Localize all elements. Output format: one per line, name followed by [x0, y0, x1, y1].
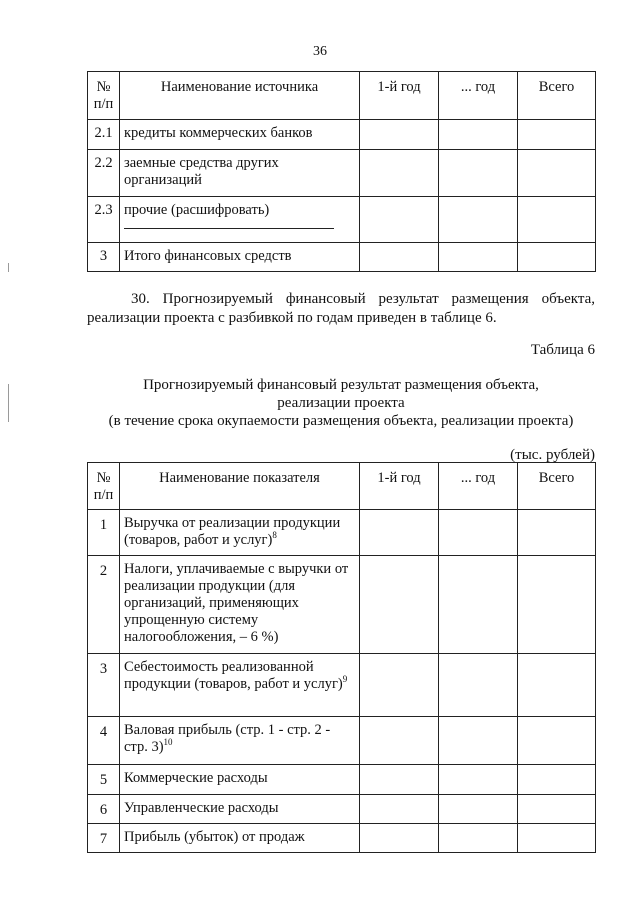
row-number: 6 — [88, 795, 120, 824]
row-name: Себестоимость реализованной продукции (товаров, работ и услуг) — [124, 659, 343, 692]
paragraph-line: реализации проекта с разбивкой по годам приведен в таблице 6. — [87, 310, 497, 326]
cell-first-year — [360, 197, 439, 243]
cell-total — [518, 150, 596, 197]
row-name: Прибыль (убыток) от продаж — [120, 824, 360, 853]
cell-total — [518, 243, 596, 272]
cell-total — [518, 510, 596, 556]
cell-other-year — [439, 556, 518, 654]
cell-first-year — [360, 765, 439, 795]
cell-other-year — [439, 795, 518, 824]
header-total: Всего — [518, 463, 596, 510]
cell-total — [518, 765, 596, 795]
cell-total — [518, 824, 596, 853]
cell-first-year — [360, 510, 439, 556]
cell-first-year — [360, 795, 439, 824]
row-number: 3 — [88, 654, 120, 717]
table-row — [88, 197, 596, 243]
header-first-year: 1-й год — [360, 72, 439, 120]
header-number: № п/п — [88, 463, 120, 510]
scan-edge-mark — [8, 384, 9, 422]
row-number: 2.2 — [88, 150, 120, 197]
row-name: Итого финансовых средств — [120, 243, 360, 272]
row-name-cell — [120, 717, 360, 765]
row-name: заемные средства других организаций — [120, 150, 360, 197]
table-row — [88, 717, 596, 765]
cell-other-year — [439, 717, 518, 765]
cell-other-year — [439, 150, 518, 197]
row-name: кредиты коммерческих банков — [120, 120, 360, 150]
cell-first-year — [360, 120, 439, 150]
scan-edge-mark — [8, 263, 9, 272]
row-name-cell — [120, 510, 360, 556]
table-row — [88, 556, 596, 654]
fill-in-line — [124, 219, 334, 229]
table-title-line: реализации проекта — [277, 395, 405, 411]
table-row — [88, 795, 596, 824]
cell-total — [518, 120, 596, 150]
table-row — [88, 243, 596, 272]
cell-total — [518, 795, 596, 824]
cell-other-year — [439, 243, 518, 272]
row-number: 2.1 — [88, 120, 120, 150]
page-number: 36 — [313, 44, 327, 59]
cell-first-year — [360, 654, 439, 717]
table-row — [88, 120, 596, 150]
footnote-ref: 9 — [342, 674, 348, 685]
row-number: 3 — [88, 243, 120, 272]
cell-other-year — [439, 824, 518, 853]
units-label: (тыс. рублей) — [510, 447, 595, 463]
paragraph-30 — [87, 290, 595, 328]
row-number: 2.3 — [88, 197, 120, 243]
table-row — [88, 765, 596, 795]
header-other-year: ... год — [439, 463, 518, 510]
cell-other-year — [439, 120, 518, 150]
table-row — [88, 510, 596, 556]
row-name-cell — [120, 654, 360, 717]
row-number: 7 — [88, 824, 120, 853]
cell-total — [518, 197, 596, 243]
table-title — [87, 376, 595, 430]
table-header-row — [88, 463, 596, 510]
table-title-line: Прогнозируемый финансовый результат размещения объекта, — [143, 377, 539, 393]
cell-other-year — [439, 765, 518, 795]
footnote-ref: 10 — [163, 737, 173, 748]
cell-other-year — [439, 654, 518, 717]
header-source-name: Наименование источника — [120, 72, 360, 120]
cell-other-year — [439, 510, 518, 556]
table-header-row — [88, 72, 596, 120]
header-total: Всего — [518, 72, 596, 120]
table-title-line: (в течение срока окупаемости размещения объекта, реализации проекта) — [108, 413, 574, 429]
row-number: 5 — [88, 765, 120, 795]
cell-total — [518, 556, 596, 654]
cell-first-year — [360, 824, 439, 853]
header-number: № п/п — [88, 72, 120, 120]
footnote-ref: 8 — [272, 530, 277, 541]
cell-total — [518, 654, 596, 717]
row-number: 2 — [88, 556, 120, 654]
cell-total — [518, 717, 596, 765]
table-row — [88, 654, 596, 717]
row-name: прочие (расшифровать) — [124, 202, 270, 218]
row-number: 1 — [88, 510, 120, 556]
row-number: 4 — [88, 717, 120, 765]
row-name-cell — [120, 197, 360, 243]
financial-result-table — [87, 462, 596, 853]
cell-first-year — [360, 556, 439, 654]
row-name: Коммерческие расходы — [120, 765, 360, 795]
cell-first-year — [360, 243, 439, 272]
row-name: Управленческие расходы — [120, 795, 360, 824]
cell-first-year — [360, 717, 439, 765]
sources-table — [87, 71, 596, 272]
paragraph-line: 30. Прогнозируемый финансовый результат размещения объекта, — [131, 291, 595, 307]
table-label: Таблица 6 — [530, 342, 595, 358]
cell-other-year — [439, 197, 518, 243]
table-row — [88, 824, 596, 853]
row-name: Валовая прибыль (стр. 1 - стр. 2 - стр. 3) — [124, 722, 331, 755]
cell-first-year — [360, 150, 439, 197]
header-other-year: ... год — [439, 72, 518, 120]
row-name: Выручка от реализации продукции (товаров, работ и услуг) — [124, 515, 341, 548]
header-indicator-name: Наименование показателя — [120, 463, 360, 510]
header-first-year: 1-й год — [360, 463, 439, 510]
table-row — [88, 150, 596, 197]
row-name: Налоги, уплачиваемые с выручки от реализации продукции (для организаций, применяющих упрощенную систему налогообложения, – 6 %) — [120, 556, 360, 654]
